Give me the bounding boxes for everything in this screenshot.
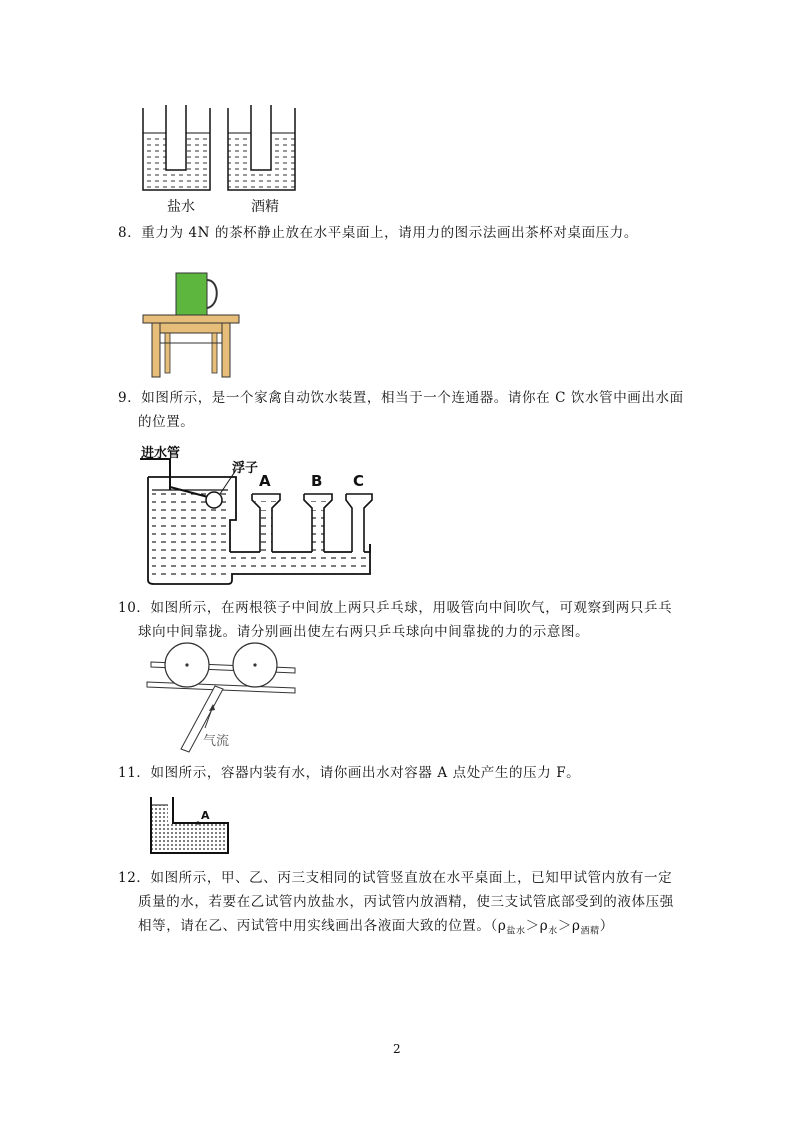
question-10-line1: 10．如图所示，在两根筷子中间放上两只乒乓球，用吸管向中间吹气，可观察到两只乒乓	[118, 600, 673, 616]
label-alcohol: 酒精	[251, 199, 279, 215]
question-11-text: 11．如图所示，容器内装有水，请你画出水对容器 A 点处产生的压力 F。	[118, 765, 581, 781]
figure-cup-on-table	[140, 268, 245, 380]
question-12	[118, 866, 674, 944]
page-number: 2	[393, 1042, 401, 1056]
question-11	[118, 761, 580, 785]
label-float: 浮子	[232, 461, 259, 476]
label-tube-c: C	[353, 472, 365, 490]
question-9-line1: 9．如图所示，是一个家禽自动饮水装置，相当于一个连通器。请你在 C 饮水管中画出水面	[118, 390, 684, 406]
question-8	[118, 221, 638, 245]
figure-drinking-device	[140, 442, 380, 587]
figure-liquid-containers	[130, 100, 310, 215]
question-9	[118, 386, 684, 434]
label-inlet-pipe: 进水管	[141, 446, 181, 461]
label-point-a: A	[201, 809, 210, 822]
question-10-line2: 球向中间靠拢。请分别画出使左右两只乒乓球向中间靠拢的力的示意图。	[138, 624, 590, 640]
label-salt-water: 盐水	[167, 199, 195, 215]
label-tube-a: A	[259, 472, 271, 490]
question-10	[118, 596, 672, 644]
question-12-line1: 12．如图所示，甲、乙、丙三支相同的试管竖直放在水平桌面上，已知甲试管内放有一定	[118, 870, 673, 886]
label-airflow: 气流	[203, 734, 230, 749]
question-9-line2: 的位置。	[138, 414, 195, 430]
question-12-line3: 相等，请在乙、丙试管中用实线画出各液面大致的位置。$(\rho_{盐水}>\rho_水>\rho_{酒精})$	[138, 918, 614, 937]
question-12-line2: 质量的水，若要在乙试管内放盐水，丙试管内放酒精，使三支试管底部受到的液体压强	[138, 894, 674, 910]
figure-water-container	[146, 795, 236, 860]
question-8-text: 8．重力为 4N 的茶杯静止放在水平桌面上，请用力的图示法画出茶杯对桌面压力。	[118, 225, 638, 241]
label-tube-b: B	[311, 472, 323, 490]
